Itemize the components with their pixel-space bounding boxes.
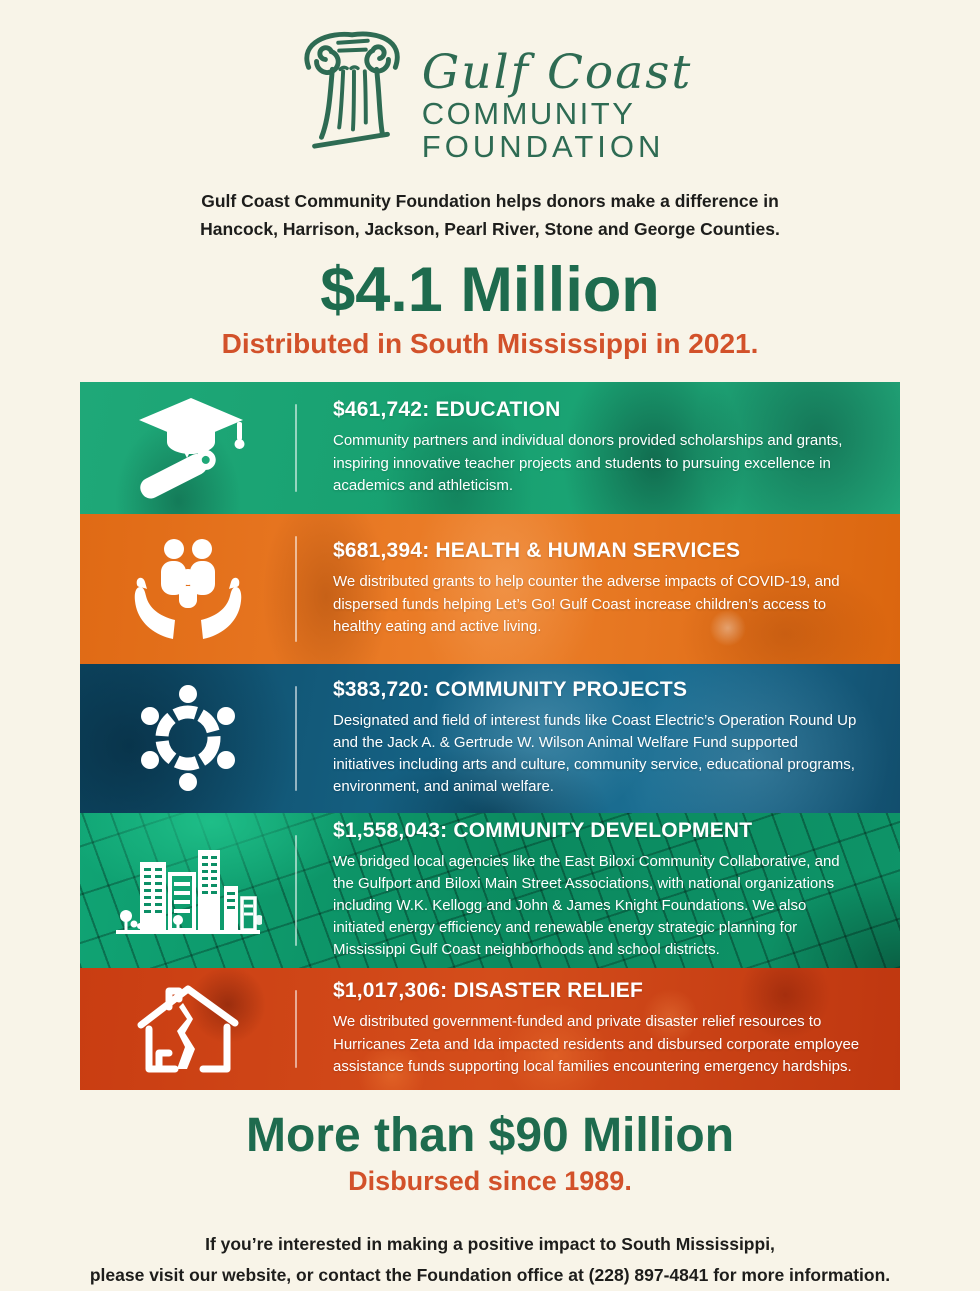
health-title: $681,394: HEALTH & HUMAN SERVICES [333,539,741,563]
footer-subtitle: Disbursed since 1989. [348,1166,632,1197]
projects-body: Designated and field of interest funds like Coast Electric’s Operation Round Up and the Jack A. & Gertrude W. Wilson Animal Welfare Fund supported initiatives including arts and culture, community service, educational programs, environment, and animal welfare. [333,711,857,796]
section-disaster-relief [80,968,900,1090]
people-circle-icon [133,683,243,793]
broken-house-icon [133,981,243,1077]
city-buildings-icon [114,840,262,940]
contact-note-line-1: If you’re interested in making a positive impact to South Mississippi, [205,1234,775,1255]
contact-note-line-2: please visit our website, or contact the Foundation office at (228) 897-4841 for more information. [89,1264,891,1285]
headline-subtitle: Distributed in South Mississippi in 2021. [221,327,759,359]
development-body: We bridged local agencies like the East Biloxi Community Collaborative, and the Gulfport and Biloxi Main Street Associations, with national organizations including W.K. Kellogg and John & James Knight Foundations. We also initiated energy efficiency and renewable energy strategic planning for Mississippi Gulf Coast neighborhoods and school districts. [333,852,840,959]
intro-line-1: Gulf Coast Community Foundation helps donors make a difference in [201,191,779,212]
section-community-projects [80,664,900,813]
education-title: $461,742: EDUCATION [333,398,561,422]
total-amount-2021: $4.1 Million [320,255,660,326]
section-education [80,382,900,514]
disaster-title: $1,017,306: DISASTER RELIEF [333,979,644,1003]
disaster-icon-col [80,968,295,1090]
graduation-cap-icon [129,396,247,500]
health-icon-col [80,514,295,664]
projects-title: $383,720: COMMUNITY PROJECTS [333,677,688,701]
education-body: Community partners and individual donors provided scholarships and grants, inspiring innovative teacher projects and students to pursuing excellence in academics and athleticism. [333,432,843,494]
column-logo-icon [288,26,416,154]
total-since-1989: More than $90 Million [245,1108,735,1162]
category-bands [80,382,900,1090]
projects-icon-col [80,664,295,813]
logo-community-text: COMMUNITY [421,96,636,132]
development-icon-col [80,813,295,968]
section-community-development [80,813,900,968]
education-icon-col [80,382,295,514]
footer-block [0,1110,980,1291]
intro-text [0,187,980,243]
disaster-body: We distributed government-funded and private disaster relief resources to Hurricanes Zeta and Ida impacted residents and disbursed corporate employee assistance funds supporting local families encountering emergency hardships. [333,1013,860,1075]
foundation-logo [0,0,980,163]
section-health-human-services [80,514,900,664]
logo-foundation-text: FOUNDATION [421,128,665,164]
intro-line-2: Hancock, Harrison, Jackson, Pearl River, Stone and George Counties. [200,219,780,240]
logo-script-name: Gulf Coast [421,45,693,100]
hands-family-icon [129,533,247,645]
contact-note [0,1229,980,1290]
health-body: We distributed grants to help counter the adverse impacts of COVID-19, and dispersed funds helping Let’s Go! Gulf Coast increase children’s access to healthy eating and active living. [333,573,840,635]
headline-block [0,257,980,359]
development-title: $1,558,043: COMMUNITY DEVELOPMENT [333,818,753,842]
